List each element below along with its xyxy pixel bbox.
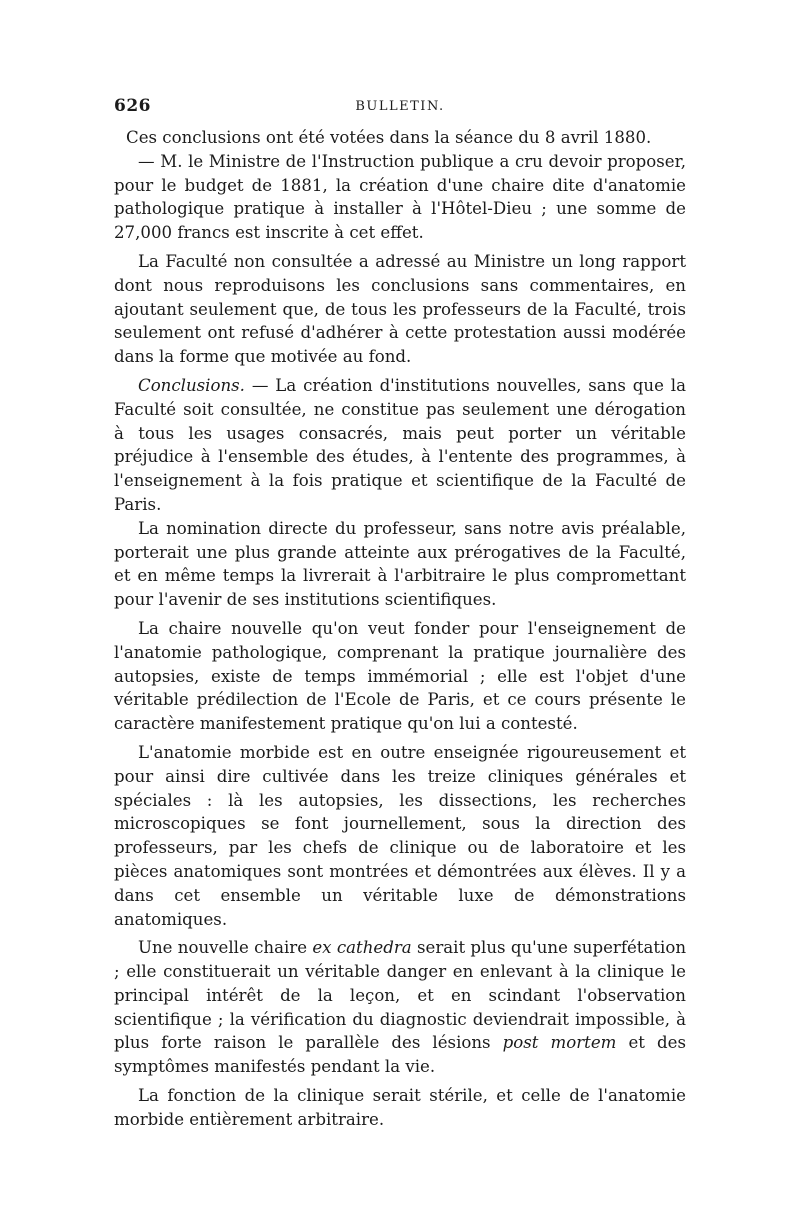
running-title: BULLETIN. <box>355 99 445 114</box>
document-page <box>114 96 686 1132</box>
ex-cathedra-text-2: serait plus qu'une superfétation ; elle constituerait un véritable danger en enlevant à la clinique le principal intérêt de la leçon, et en scindant l'observation scientifique ; la vérification du diagnostic deviendrait impossible, à plus forte raison le parallèle des lésions <box>114 938 687 1053</box>
conclusions-heading: Conclusions. <box>138 375 245 395</box>
post-mortem-italic: post mortem <box>502 1033 617 1053</box>
ex-cathedra-text-1: Une nouvelle chaire <box>138 938 313 958</box>
paragraph-ministre: — M. le Ministre de l'Instruction publique a cru devoir proposer, pour le budget de 1881, la création d'une chaire dite d'anatomie pathologique pratique à installer à l'Hôtel-Dieu ; une somme de 27,000 francs est inscrite à cet effet. <box>114 151 686 243</box>
paragraph-conclusions <box>114 374 686 517</box>
paragraph-vote: Ces conclusions ont été votées dans la séance du 8 avril 1880. <box>126 128 652 147</box>
paragraph-anatomie-morbide: L'anatomie morbide est en outre enseignée rigoureusement et pour ainsi dire cultivée dans les treize cliniques générales et spéciales : là les autopsies, les dissections, les recherches microscopiques se font journellement, sous la direction des professeurs, par les chefs de clinique ou de laboratoire et les pièces anatomiques sont montrées et démontrées aux élèves. Il y a dans cet ensemble un véritable luxe de démonstrations anatomiques. <box>114 742 686 929</box>
ex-cathedra-italic: ex cathedra <box>312 938 412 958</box>
paragraph-chaire-nouvelle: La chaire nouvelle qu'on veut fonder pour l'enseignement de l'anatomie pathologique, comprenant la pratique journalière des autopsies, existe de temps immémorial ; elle est l'objet d'une véritable prédilection de l'Ecole de Paris, et ce cours présente le caractère manifestement pratique qu'on lui a contesté. <box>114 618 686 734</box>
paragraph-fonction: La fonction de la clinique serait stérile, et celle de l'anatomie morbide entièrement arbitraire. <box>114 1086 686 1129</box>
page-number: 626 <box>114 96 151 116</box>
paragraph-nomination: La nomination directe du professeur, sans notre avis préalable, porterait une plus grande atteinte aux prérogatives de la Faculté, et en même temps la livrerait à l'arbitraire le plus compromettant pour l'avenir de ses institutions scientifiques. <box>114 518 686 610</box>
conclusions-text: — La création d'institutions nouvelles, sans que la Faculté soit consultée, ne constitue pas seulement une dérogation à tous les usages consacrés, mais peut porter un véritable préjudice à l'ensemble des études, à l'entente des programmes, à l'enseignement à la fois pratique et scientifique de la Faculté de Paris. <box>114 375 686 514</box>
page-header <box>114 96 686 126</box>
paragraph-ex-cathedra <box>114 936 686 1079</box>
paragraph-faculte: La Faculté non consultée a adressé au Ministre un long rapport dont nous reproduisons les conclusions sans commentaires, en ajoutant seulement que, de tous les professeurs de la Faculté, trois seulement ont refusé d'adhérer à cette protestation aussi modérée dans la forme que motivée au fond. <box>114 251 686 367</box>
ex-cathedra-text-3: et des symptômes manifestés pendant la vie. <box>114 1033 686 1077</box>
